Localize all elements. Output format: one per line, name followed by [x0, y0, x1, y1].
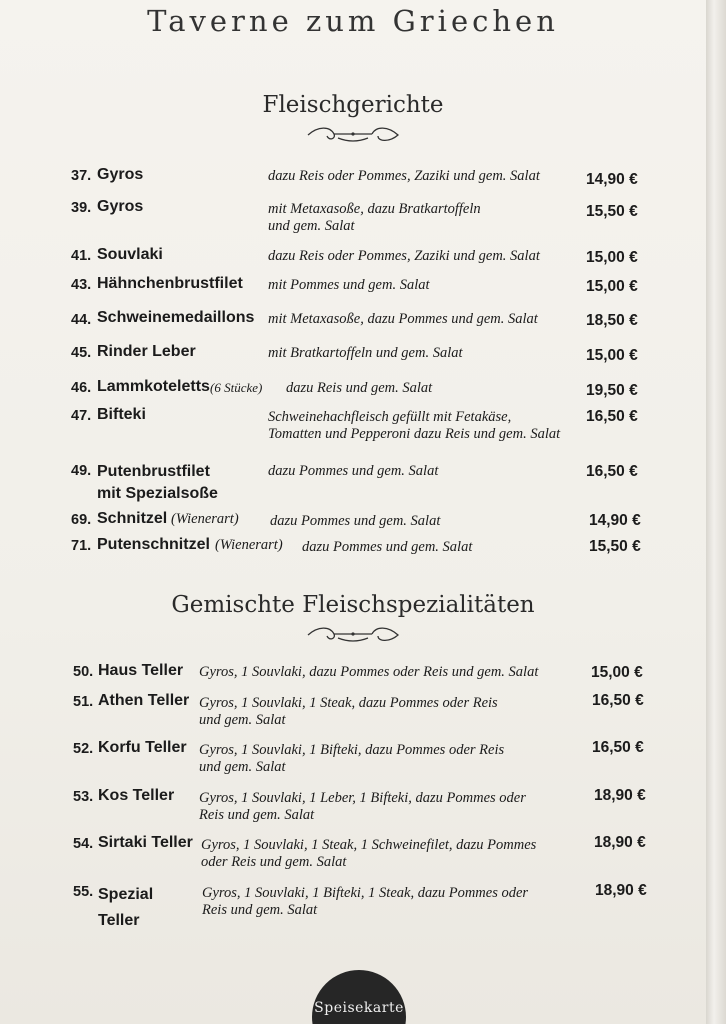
item-description: dazu Pommes und gem. Salat [268, 463, 439, 479]
item-description: Gyros, 1 Souvlaki, dazu Pommes oder Reis und gem. Salat [199, 664, 539, 680]
item-note: (Wienerart) [215, 537, 283, 553]
item-description: Gyros, 1 Souvlaki, 1 Steak, dazu Pommes oder Reis und gem. Salat [199, 695, 498, 728]
page-edge [706, 0, 726, 1024]
item-description: dazu Reis oder Pommes, Zaziki und gem. Salat [268, 168, 540, 184]
menu-item [0, 787, 706, 835]
item-number: 71. [71, 538, 92, 554]
item-number: 54. [73, 836, 94, 852]
item-description: Gyros, 1 Souvlaki, 1 Steak, 1 Schweinefilet, dazu Pommes oder Reis und gem. Salat [201, 837, 537, 870]
item-name: Gyros [97, 166, 144, 183]
item-description: mit Metaxasoße, dazu Bratkartoffeln und gem. Salat [268, 201, 481, 234]
item-price: 19,50 € [586, 382, 638, 399]
item-price: 15,00 € [586, 347, 638, 364]
item-number: 55. [73, 884, 94, 900]
menu-item [0, 461, 706, 509]
item-price: 15,50 € [586, 203, 638, 220]
item-number: 43. [71, 277, 92, 293]
item-name: Rinder Leber [97, 343, 196, 360]
restaurant-title: Taverne zum Griechen [147, 4, 559, 38]
item-description: Schweinehachfleisch gefüllt mit Fetakäse, Tomatten und Pepperoni dazu Reis und gem. Salat [268, 409, 561, 442]
item-price: 18,90 € [595, 882, 647, 899]
item-description: dazu Pommes und gem. Salat [302, 539, 473, 555]
item-number: 45. [71, 345, 92, 361]
item-number: 44. [71, 312, 92, 328]
item-price: 15,00 € [586, 278, 638, 295]
item-name: Schweinemedaillons [97, 309, 255, 326]
item-number: 39. [71, 200, 92, 216]
section-title-fleischgerichte: Fleischgerichte [262, 92, 444, 118]
item-name: Athen Teller [98, 692, 190, 709]
item-name: Gyros [97, 198, 144, 215]
menu-item [0, 882, 706, 930]
item-name: Korfu Teller [98, 739, 187, 756]
item-name: Lammkoteletts [97, 378, 210, 395]
item-price: 15,00 € [591, 664, 643, 681]
swirl-ornament-icon [0, 624, 706, 651]
item-price: 18,50 € [586, 312, 638, 329]
menu-item [0, 834, 706, 882]
item-description: dazu Reis und gem. Salat [286, 380, 433, 396]
item-name: Kos Teller [98, 787, 175, 804]
item-number: 37. [71, 168, 92, 184]
item-name: Sirtaki Teller [98, 834, 193, 851]
item-name: Spezial Teller [98, 886, 154, 929]
item-description: dazu Reis oder Pommes, Zaziki und gem. Salat [268, 248, 540, 264]
item-name: Bifteki [97, 406, 146, 423]
item-price: 16,50 € [592, 692, 644, 709]
item-description: dazu Pommes und gem. Salat [270, 513, 441, 529]
swirl-ornament-icon [0, 124, 706, 151]
item-price: 16,50 € [586, 463, 638, 480]
item-description: Gyros, 1 Souvlaki, 1 Bifteki, dazu Pommes oder Reis und gem. Salat [199, 742, 505, 775]
item-description: Gyros, 1 Souvlaki, 1 Bifteki, 1 Steak, dazu Pommes oder Reis und gem. Salat [202, 885, 529, 918]
item-price: 14,90 € [586, 171, 638, 188]
item-price: 14,90 € [589, 512, 641, 529]
item-note: (Wienerart) [171, 511, 239, 527]
item-price: 16,50 € [592, 739, 644, 756]
item-number: 69. [71, 512, 92, 528]
item-price: 15,00 € [586, 249, 638, 266]
item-name: Schnitzel [97, 510, 168, 527]
item-price: 16,50 € [586, 408, 638, 425]
item-number: 47. [71, 408, 92, 424]
item-number: 49. [71, 463, 92, 479]
item-name: Haus Teller [98, 662, 184, 679]
item-number: 52. [73, 741, 94, 757]
menu-item [0, 536, 706, 584]
item-note: (6 Stücke) [210, 380, 263, 395]
section-title-gemischte: Gemischte Fleischspezialitäten [171, 592, 535, 618]
item-price: 15,50 € [589, 538, 641, 555]
menu-item [0, 198, 706, 246]
item-description: mit Pommes und gem. Salat [268, 277, 430, 293]
item-description: mit Metaxasoße, dazu Pommes und gem. Salat [268, 311, 538, 327]
item-name: Hähnchenbrustfilet [97, 275, 243, 292]
item-name: Putenschnitzel [97, 536, 210, 553]
item-name: Souvlaki [97, 246, 163, 263]
item-number: 41. [71, 248, 92, 264]
item-number: 50. [73, 664, 94, 680]
item-number: 53. [73, 789, 94, 805]
menu-item [0, 406, 706, 454]
menu-item [0, 739, 706, 787]
item-price: 18,90 € [594, 834, 646, 851]
item-description: Gyros, 1 Souvlaki, 1 Leber, 1 Bifteki, dazu Pommes oder Reis und gem. Salat [199, 790, 526, 823]
item-description: mit Bratkartoffeln und gem. Salat [268, 345, 463, 361]
item-number: 46. [71, 380, 92, 396]
item-name: Putenbrustfilet mit Spezialsoße [97, 463, 218, 502]
item-number: 51. [73, 694, 94, 710]
badge-label: Speisekarte [314, 1000, 404, 1016]
speisekarte-badge [312, 970, 406, 1024]
menu-item [0, 692, 706, 740]
item-price: 18,90 € [594, 787, 646, 804]
